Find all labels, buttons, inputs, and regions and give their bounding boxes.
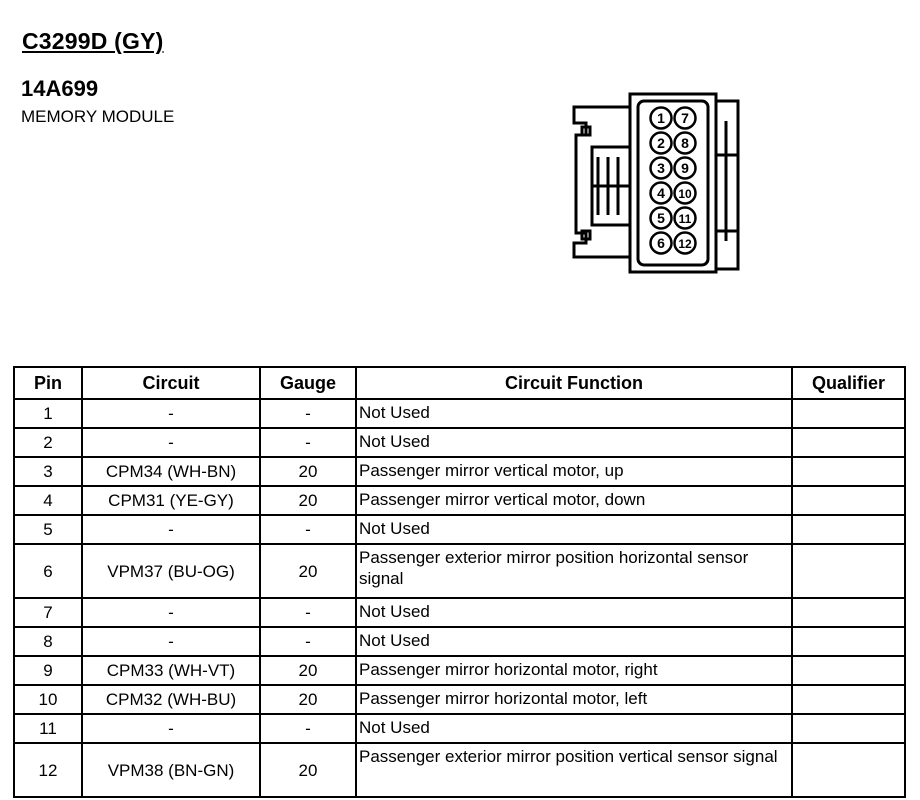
connector-pin-6 bbox=[651, 233, 672, 254]
cell-pin: 2 bbox=[14, 428, 82, 457]
cell-function: Passenger exterior mirror position horizontal sensor signal bbox=[356, 544, 792, 598]
cell-gauge: 20 bbox=[260, 486, 356, 515]
cell-function: Passenger mirror horizontal motor, left bbox=[356, 685, 792, 714]
table-row bbox=[14, 714, 905, 743]
connector-pin-label: 3 bbox=[657, 160, 665, 176]
cell-function: Not Used bbox=[356, 515, 792, 544]
table-row bbox=[14, 428, 905, 457]
connector-pin-7 bbox=[675, 108, 696, 129]
connector-pin-1 bbox=[651, 108, 672, 129]
cell-gauge: - bbox=[260, 627, 356, 656]
connector-shell bbox=[630, 94, 716, 272]
cell-function: Passenger mirror vertical motor, down bbox=[356, 486, 792, 515]
connector-pin-label: 12 bbox=[678, 237, 692, 251]
connector-pin-label: 10 bbox=[678, 187, 692, 201]
cell-qualifier bbox=[792, 486, 905, 515]
column-header-gauge: Gauge bbox=[260, 367, 356, 399]
part-number: 14A699 bbox=[21, 76, 99, 101]
module-name: MEMORY MODULE bbox=[21, 107, 175, 126]
connector-cavity bbox=[638, 101, 708, 265]
table-header-row bbox=[14, 367, 905, 399]
cell-gauge: 20 bbox=[260, 656, 356, 685]
cell-circuit: - bbox=[82, 598, 260, 627]
cell-qualifier bbox=[792, 544, 905, 598]
column-header-pin: Pin bbox=[14, 367, 82, 399]
cell-pin: 7 bbox=[14, 598, 82, 627]
connector-pin-label: 8 bbox=[681, 135, 689, 151]
table-row bbox=[14, 457, 905, 486]
cell-function: Passenger mirror horizontal motor, right bbox=[356, 656, 792, 685]
connector-pin-5 bbox=[651, 208, 672, 229]
cell-circuit: - bbox=[82, 428, 260, 457]
connector-pin-label: 4 bbox=[657, 185, 665, 201]
cell-gauge: - bbox=[260, 714, 356, 743]
cell-qualifier bbox=[792, 598, 905, 627]
connector-pin-label: 7 bbox=[681, 110, 689, 126]
cell-pin: 9 bbox=[14, 656, 82, 685]
cell-gauge: - bbox=[260, 399, 356, 428]
cell-circuit: VPM38 (BN-GN) bbox=[82, 743, 260, 797]
cell-pin: 8 bbox=[14, 627, 82, 656]
cell-pin: 1 bbox=[14, 399, 82, 428]
connector-pin-11 bbox=[675, 208, 696, 229]
cell-circuit: - bbox=[82, 399, 260, 428]
cell-function: Passenger mirror vertical motor, up bbox=[356, 457, 792, 486]
table-row bbox=[14, 515, 905, 544]
cell-qualifier bbox=[792, 656, 905, 685]
cell-pin: 6 bbox=[14, 544, 82, 598]
cell-pin: 5 bbox=[14, 515, 82, 544]
cell-qualifier bbox=[792, 685, 905, 714]
cell-function: Not Used bbox=[356, 428, 792, 457]
connector-pin-4 bbox=[651, 183, 672, 204]
table-row bbox=[14, 544, 905, 598]
column-header-circuit: Circuit bbox=[82, 367, 260, 399]
connector-pin-9 bbox=[675, 158, 696, 179]
cell-qualifier bbox=[792, 428, 905, 457]
column-header-circuit-function: Circuit Function bbox=[356, 367, 792, 399]
table-row bbox=[14, 743, 905, 797]
table-row bbox=[14, 627, 905, 656]
connector-pin-label: 11 bbox=[678, 212, 692, 226]
cell-gauge: - bbox=[260, 598, 356, 627]
table-row bbox=[14, 399, 905, 428]
cell-gauge: 20 bbox=[260, 457, 356, 486]
cell-qualifier bbox=[792, 399, 905, 428]
cell-function: Not Used bbox=[356, 714, 792, 743]
cell-pin: 10 bbox=[14, 685, 82, 714]
cell-gauge: 20 bbox=[260, 743, 356, 797]
cell-function: Not Used bbox=[356, 627, 792, 656]
pinout-table bbox=[13, 366, 906, 798]
cell-circuit: - bbox=[82, 714, 260, 743]
cell-qualifier bbox=[792, 743, 905, 797]
cell-qualifier bbox=[792, 627, 905, 656]
cell-circuit: - bbox=[82, 627, 260, 656]
connector-pin-label: 2 bbox=[657, 135, 665, 151]
cell-circuit: CPM31 (YE-GY) bbox=[82, 486, 260, 515]
connector-pin-label: 1 bbox=[657, 110, 665, 126]
connector-pin-grid bbox=[651, 108, 696, 254]
table-row bbox=[14, 685, 905, 714]
cell-circuit: CPM34 (WH-BN) bbox=[82, 457, 260, 486]
cell-function: Not Used bbox=[356, 598, 792, 627]
column-header-qualifier: Qualifier bbox=[792, 367, 905, 399]
cell-pin: 3 bbox=[14, 457, 82, 486]
connector-pin-label: 9 bbox=[681, 160, 689, 176]
cell-circuit: CPM33 (WH-VT) bbox=[82, 656, 260, 685]
connector-pin-3 bbox=[651, 158, 672, 179]
cell-pin: 4 bbox=[14, 486, 82, 515]
cell-circuit: VPM37 (BU-OG) bbox=[82, 544, 260, 598]
cell-function: Not Used bbox=[356, 399, 792, 428]
cell-gauge: - bbox=[260, 428, 356, 457]
cell-circuit: - bbox=[82, 515, 260, 544]
table-row bbox=[14, 656, 905, 685]
cell-qualifier bbox=[792, 714, 905, 743]
cell-qualifier bbox=[792, 515, 905, 544]
cell-gauge: - bbox=[260, 515, 356, 544]
connector-pin-12 bbox=[675, 233, 696, 254]
connector-pin-8 bbox=[675, 133, 696, 154]
table-row bbox=[14, 486, 905, 515]
table-row bbox=[14, 598, 905, 627]
cell-pin: 12 bbox=[14, 743, 82, 797]
cell-qualifier bbox=[792, 457, 905, 486]
cell-function: Passenger exterior mirror position vertical sensor signal bbox=[356, 743, 792, 797]
cell-circuit: CPM32 (WH-BU) bbox=[82, 685, 260, 714]
cell-gauge: 20 bbox=[260, 685, 356, 714]
cell-pin: 11 bbox=[14, 714, 82, 743]
connector-pin-label: 6 bbox=[657, 235, 665, 251]
connector-pin-label: 5 bbox=[657, 210, 665, 226]
connector-title: C3299D (GY) bbox=[22, 28, 164, 54]
connector-face-diagram bbox=[568, 91, 744, 275]
connector-pin-2 bbox=[651, 133, 672, 154]
cell-gauge: 20 bbox=[260, 544, 356, 598]
connector-pin-10 bbox=[675, 183, 696, 204]
